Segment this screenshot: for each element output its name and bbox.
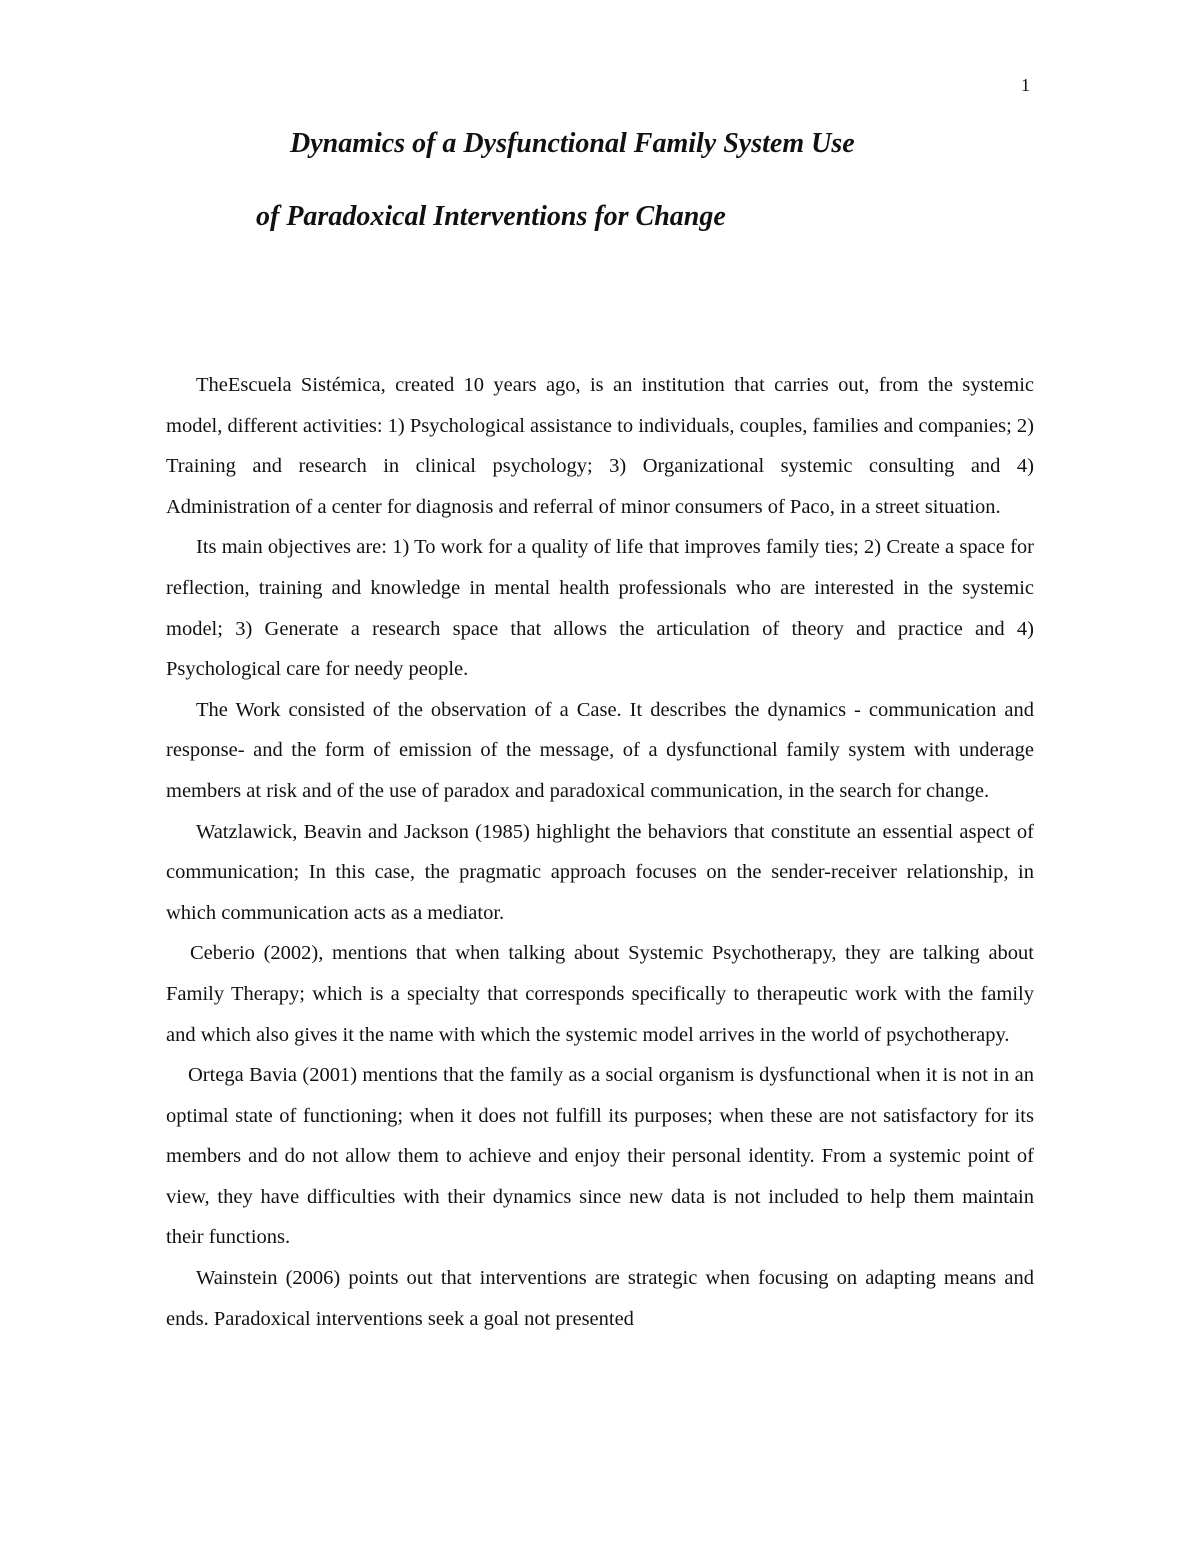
paragraph-main-objectives: Its main objectives are: 1) To work for a quality of life that improves family ties; 2) Create a space for reflection, training and knowledge in mental health professionals who are interested in the systemic model; 3) Generate a research space that allows the articulation of theory and practice and 4) Psychological care for needy people. (166, 536, 1034, 681)
paragraph-wainstein: Wainstein (2006) points out that interventions are strategic when focusing on adapting means and ends. Paradoxical interventions seek a goal not presented (166, 1267, 1034, 1330)
paragraph-ceberio: Ceberio (2002), mentions that when talking about Systemic Psychotherapy, they are talking about Family Therapy; which is a specialty that corresponds specifically to therapeutic work with the family and which also gives it the name with which the systemic model arrives in the world of psychotherapy. (166, 942, 1034, 1046)
page-number: 1 (1021, 75, 1030, 95)
body-text (166, 365, 1034, 1339)
paragraph-escuela-sistemica: TheEscuela Sistémica, created 10 years ago, is an institution that carries out, from the systemic model, different activities: 1) Psychological assistance to individuals, couples, families and companies; 2) Training and research in clinical psychology; 3) Organizational systemic consulting and 4) Administration of a center for diagnosis and referral of minor consumers of Paco, in a street situation. (166, 374, 1034, 518)
paragraph-watzlawick: Watzlawick, Beavin and Jackson (1985) highlight the behaviors that constitute an essential aspect of communication; In this case, the pragmatic approach focuses on the sender-receiver relationship, in which communication acts as a mediator. (166, 820, 1034, 924)
paragraph-case-observation: The Work consisted of the observation of a Case. It describes the dynamics - communication and response- and the form of emission of the message, of a dysfunctional family system with underage members at risk and of the use of paradox and paradoxical communication, in the search for change. (166, 698, 1034, 802)
document-title-line-1: Dynamics of a Dysfunctional Family System Use (290, 128, 855, 159)
paragraph-ortega-bavia: Ortega Bavia (2001) mentions that the family as a social organism is dysfunctional when it is not in an optimal state of functioning; when it does not fulfill its purposes; when these are not satisfactory for its members and do not allow them to achieve and enjoy their personal identity. From a systemic point of view, they have difficulties with their dynamics since new data is not included to help them maintain their functions. (166, 1064, 1034, 1249)
document-title-line-2: of Paradoxical Interventions for Change (256, 201, 726, 232)
